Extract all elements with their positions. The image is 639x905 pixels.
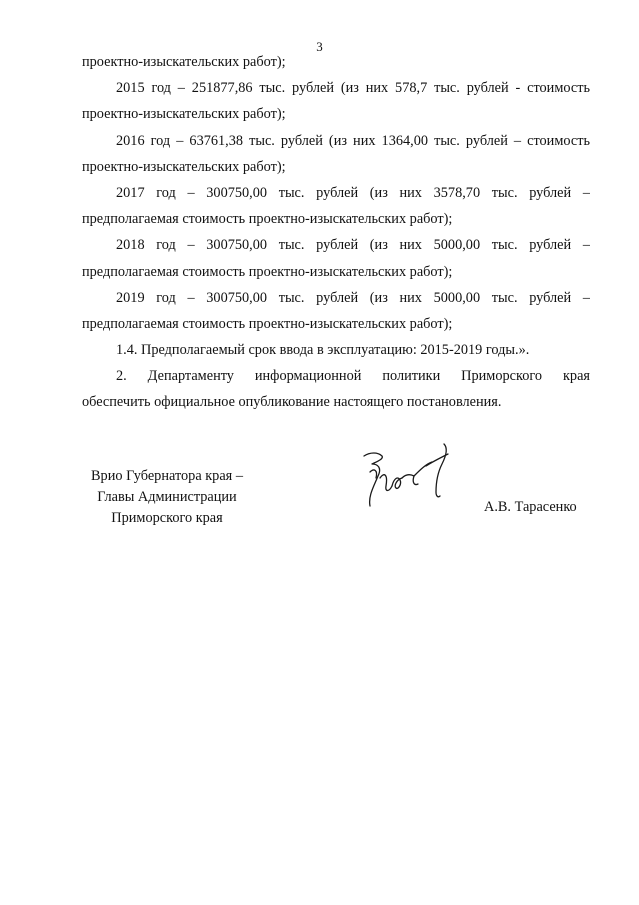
body-line-10: 2019 год – 300750,00 тыс. рублей (из них 5000,00 тыс. рублей – — [116, 289, 590, 306]
body-line-7: предполагаемая стоимость проектно-изыскательских работ); — [82, 211, 453, 228]
body-line-11: предполагаемая стоимость проектно-изыскательских работ); — [82, 315, 453, 332]
body-line-12: 1.4. Предполагаемый срок ввода в эксплуатацию: 2015-2019 годы.». — [116, 342, 530, 359]
body-line-2: 2015 год – 251877,86 тыс. рублей (из них 578,7 тыс. рублей - стоимость — [116, 80, 590, 97]
signatory-title-line-3: Приморского края — [111, 509, 223, 526]
signatory-title-line-1: Врио Губернатора края – — [91, 468, 243, 484]
body-line-1: проектно-изыскательских работ); — [82, 54, 286, 70]
signatory-title-line-2: Главы Администрации — [97, 488, 237, 505]
body-line-6: 2017 год – 300750,00 тыс. рублей (из них 3578,70 тыс. рублей – — [116, 184, 590, 201]
body-line-8: 2018 год – 300750,00 тыс. рублей (из них 5000,00 тыс. рублей – — [116, 237, 590, 254]
body-line-9: предполагаемая стоимость проектно-изыскательских работ); — [82, 263, 453, 280]
signatory-title — [82, 466, 252, 528]
handwritten-signature — [356, 434, 466, 514]
body-line-4: 2016 год – 63761,38 тыс. рублей (из них 1364,00 тыс. рублей – стоимость — [116, 132, 590, 149]
body-line-5: проектно-изыскательских работ); — [82, 158, 286, 175]
signer-name: А.В. Тарасенко — [484, 499, 577, 515]
body-line-13: 2. Департаменту информационной политики Приморского края — [116, 368, 590, 385]
body-line-14: обеспечить официальное опубликование настоящего постановления. — [82, 394, 502, 411]
page-number: 3 — [316, 39, 323, 54]
body-line-3: проектно-изыскательских работ); — [82, 106, 286, 123]
document-body — [82, 49, 590, 416]
